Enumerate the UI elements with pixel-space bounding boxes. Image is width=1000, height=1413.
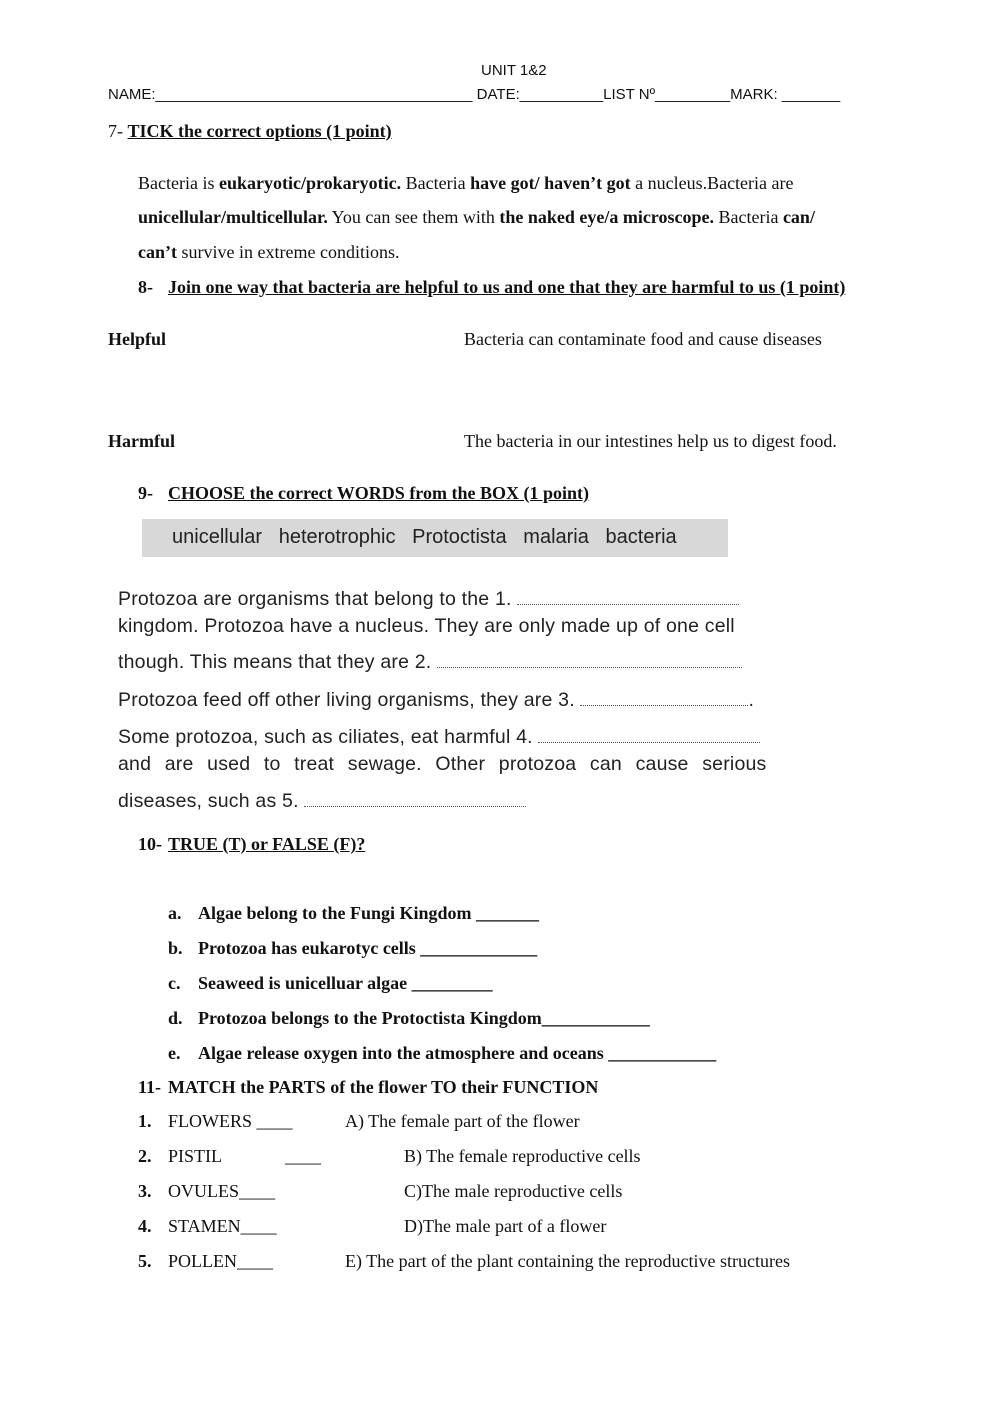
q7-run: eukaryotic/prokaryotic. — [218, 173, 402, 193]
q7-run: can/ — [782, 207, 815, 227]
q9-title: CHOOSE the correct WORDS from the BOX (1 point) — [168, 483, 589, 503]
q7-run: unicellular/multicellular. — [138, 207, 328, 227]
pistil-blank[interactable]: ____ — [285, 1146, 321, 1166]
q7-line-1 — [138, 173, 794, 194]
part-num-5: 5. — [138, 1251, 152, 1271]
blank-4[interactable] — [538, 741, 760, 743]
protozoa-line-1 — [118, 588, 739, 611]
word-box-words: unicellular heterotrophic Protoctista malaria bacteria — [172, 526, 677, 548]
q7-run: can’t — [138, 242, 177, 262]
part-num-1: 1. — [138, 1111, 152, 1131]
protozoa-line-5-text: Some protozoa, such as ciliates, eat harmful 4. — [118, 726, 533, 748]
tf-item-e[interactable]: Algae release oxygen into the atmosphere and oceans ____________ — [198, 1043, 717, 1063]
blank-1[interactable] — [517, 603, 739, 605]
q10-number: 10- — [138, 834, 162, 854]
protozoa-line-7-text: diseases, such as 5. — [118, 790, 299, 812]
q7-run: Bacteria — [401, 173, 471, 193]
q7-run: Bacteria — [713, 207, 783, 227]
tf-letter-c: c. — [168, 973, 181, 993]
q7-run: survive in extreme conditions. — [177, 242, 400, 262]
protozoa-line-7 — [118, 790, 526, 813]
period: . — [748, 689, 755, 711]
blank-5[interactable] — [304, 805, 526, 807]
protozoa-line-4 — [118, 689, 754, 712]
q8-number: 8- — [138, 277, 153, 297]
q7-run: Bacteria is — [138, 173, 219, 193]
blank-2[interactable] — [437, 666, 742, 668]
protozoa-line-3 — [118, 651, 742, 674]
tf-item-d[interactable]: Protozoa belongs to the Protoctista Kingdom____________ — [198, 1008, 650, 1028]
q7-heading — [108, 121, 392, 142]
q7-run: have got/ haven’t got — [470, 173, 631, 193]
function-d: D)The male part of a flower — [404, 1216, 607, 1236]
q11-number: 11- — [138, 1077, 162, 1097]
q7-run: the naked eye/a microscope. — [499, 207, 714, 227]
part-num-2: 2. — [138, 1146, 152, 1166]
protozoa-line-4-text: Protozoa feed off other living organisms, they are 3. — [118, 689, 575, 711]
protozoa-line-1-text: Protozoa are organisms that belong to the 1. — [118, 588, 512, 610]
q7-line-3 — [138, 242, 399, 263]
protozoa-line-3-text: though. This means that they are 2. — [118, 651, 432, 673]
part-flowers[interactable]: FLOWERS ____ — [168, 1111, 293, 1131]
protozoa-line-5 — [118, 726, 760, 749]
protozoa-line-2: kingdom. Protozoa have a nucleus. They are only made up of one cell — [118, 615, 735, 637]
tf-letter-e: e. — [168, 1043, 181, 1063]
tf-letter-d: d. — [168, 1008, 183, 1028]
part-num-3: 3. — [138, 1181, 152, 1201]
helpful-label: Helpful — [108, 329, 167, 349]
name-date-list-mark-line: NAME:______________________________________ DATE:__________LIST Nº_________MARK: _______ — [108, 86, 841, 103]
function-c: C)The male reproductive cells — [404, 1181, 623, 1201]
helpful-example: The bacteria in our intestines help us to digest food. — [464, 431, 837, 451]
tf-item-b[interactable]: Protozoa has eukarotyc cells _____________ — [198, 938, 538, 958]
part-pollen[interactable]: POLLEN____ — [168, 1251, 273, 1271]
q7-run: You can see them with — [327, 207, 500, 227]
part-ovules[interactable]: OVULES____ — [168, 1181, 275, 1201]
function-b: B) The female reproductive cells — [404, 1146, 641, 1166]
q11-title: MATCH the PARTS of the flower TO their FUNCTION — [168, 1077, 599, 1097]
unit-title: UNIT 1&2 — [481, 62, 547, 79]
harmful-example: Bacteria can contaminate food and cause diseases — [464, 329, 822, 349]
part-num-4: 4. — [138, 1216, 152, 1236]
part-stamen[interactable]: STAMEN____ — [168, 1216, 277, 1236]
part-pistil[interactable]: PISTIL — [168, 1146, 222, 1166]
q8-title: Join one way that bacteria are helpful to us and one that they are harmful to us (1 point) — [168, 277, 846, 297]
q7-run: a nucleus.Bacteria are — [630, 173, 794, 193]
protozoa-line-6: and are used to treat sewage. Other protozoa can cause serious — [118, 753, 767, 775]
q7-line-2 — [138, 207, 815, 228]
tf-item-c[interactable]: Seaweed is unicelluar algae _________ — [198, 973, 493, 993]
tf-letter-a: a. — [168, 903, 182, 923]
q9-number: 9- — [138, 483, 153, 503]
tf-letter-b: b. — [168, 938, 183, 958]
tf-item-a[interactable]: Algae belong to the Fungi Kingdom _______ — [198, 903, 540, 923]
function-a: A) The female part of the flower — [345, 1111, 580, 1131]
function-e: E) The part of the plant containing the reproductive structures — [345, 1251, 791, 1271]
q10-title: TRUE (T) or FALSE (F)? — [168, 834, 366, 854]
q7-title: TICK the correct options (1 point) — [127, 121, 392, 141]
q7-number: 7- — [108, 121, 128, 141]
blank-3[interactable] — [580, 704, 748, 706]
harmful-label: Harmful — [108, 431, 175, 451]
